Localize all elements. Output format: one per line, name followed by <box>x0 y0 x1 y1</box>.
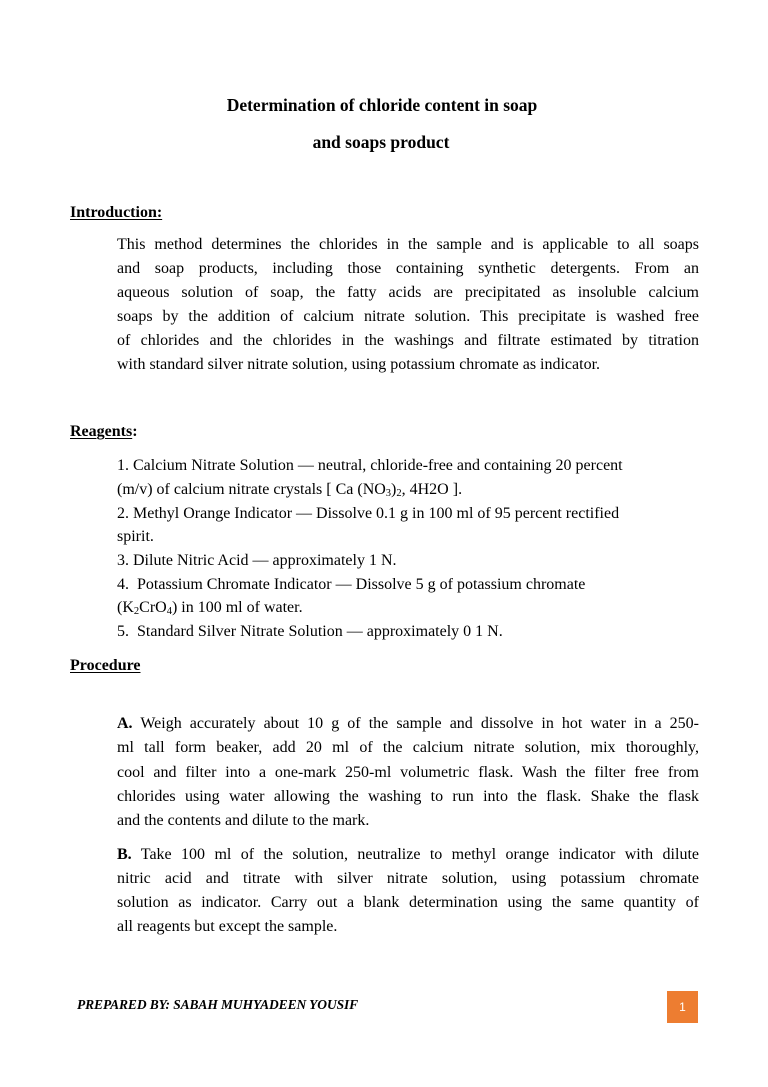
procedure-line: solution as indicator. Carry out a blank determination using the same quantity of <box>117 894 699 911</box>
intro-line: soaps by the addition of calcium nitrate solution. This precipitate is washed free <box>117 308 699 325</box>
subscript: 2 <box>396 488 402 499</box>
reagent-item-3 <box>117 551 699 571</box>
reagent-text: Calcium Nitrate Solution — neutral, chloride-free and containing 20 percent <box>133 457 623 474</box>
reagent-item-2-continued: spirit. <box>117 528 154 545</box>
reagents-heading-colon: : <box>132 423 138 440</box>
reagent-text: Standard Silver Nitrate Solution — approximately 0 1 N. <box>133 623 503 640</box>
reagent-number: 3. <box>117 552 129 569</box>
procedure-line: cool and filter into a one-mark 250-ml volumetric flask. Wash the filter free from <box>117 764 699 781</box>
procedure-line <box>117 714 699 734</box>
reagent-item-1-continued <box>117 480 699 500</box>
reagent-formula-text: ) in 100 ml of water. <box>171 599 303 616</box>
procedure-heading-text: Procedure <box>70 657 141 674</box>
introduction-heading-text: Introduction: <box>70 204 163 221</box>
reagent-item-4-continued <box>117 598 699 618</box>
reagent-number: 5. <box>117 623 129 640</box>
reagent-item-4 <box>117 575 699 595</box>
reagent-number: 2. <box>117 505 129 522</box>
reagent-item-2 <box>117 504 699 524</box>
intro-line: with standard silver nitrate solution, using potassium chromate as indicator. <box>117 356 601 373</box>
document-title-line-2: and soaps product <box>312 132 450 152</box>
reagent-formula-text: (K <box>117 599 134 616</box>
procedure-heading <box>70 656 141 676</box>
reagent-item-1 <box>117 456 699 476</box>
procedure-line: and the contents and dilute to the mark. <box>117 812 370 829</box>
procedure-line: chlorides using water allowing the washing to run into the flask. Shake the flask <box>117 788 699 805</box>
reagent-formula-text: , 4H2O ]. <box>401 481 463 498</box>
procedure-line: nitric acid and titrate with silver nitrate solution, using potassium chromate <box>117 870 699 887</box>
document-title-line-1: Determination of chloride content in soap <box>226 95 538 115</box>
reagent-formula-text: ) <box>391 481 397 498</box>
procedure-text: Take 100 ml of the solution, neutralize to methyl orange indicator with dilute <box>131 846 699 863</box>
reagent-item-5 <box>117 622 699 642</box>
introduction-heading <box>70 203 162 223</box>
step-label: A. <box>117 715 133 732</box>
footer-author: PREPARED BY: SABAH MUHYADEEN YOUSIF <box>77 997 359 1012</box>
intro-line: of chlorides and the chlorides in the washings and filtrate estimated by titration <box>117 332 699 349</box>
procedure-line <box>117 845 699 865</box>
subscript: 3 <box>385 488 392 499</box>
page-number-badge: 1 <box>667 991 698 1023</box>
reagent-text: Dilute Nitric Acid — approximately 1 N. <box>133 552 397 569</box>
reagent-formula-text: CrO <box>139 599 167 616</box>
subscript: 2 <box>133 606 140 617</box>
subscript: 4 <box>166 606 172 617</box>
procedure-line: all reagents but except the sample. <box>117 918 338 935</box>
intro-line: aqueous solution of soap, the fatty acids are precipitated as insoluble calcium <box>117 284 699 301</box>
intro-line: This method determines the chlorides in the sample and is applicable to all soaps <box>117 236 699 253</box>
procedure-line: ml tall form beaker, add 20 ml of the calcium nitrate solution, mix thoroughly, <box>117 739 699 756</box>
reagent-text: Methyl Orange Indicator — Dissolve 0.1 g in 100 ml of 95 percent rectified <box>133 505 620 522</box>
reagent-number: 4. <box>117 576 129 593</box>
reagents-heading-text: Reagents <box>70 423 133 440</box>
reagent-formula-text: (m/v) of calcium nitrate crystals [ Ca (NO <box>117 481 386 498</box>
step-label: B. <box>117 846 132 863</box>
procedure-text: Weigh accurately about 10 g of the sample and dissolve in hot water in a 250- <box>132 715 699 732</box>
reagent-number: 1. <box>117 457 129 474</box>
reagents-heading <box>70 422 138 442</box>
intro-line: and soap products, including those containing synthetic detergents. From an <box>117 260 699 277</box>
reagent-text: Potassium Chromate Indicator — Dissolve 5 g of potassium chromate <box>133 576 586 593</box>
